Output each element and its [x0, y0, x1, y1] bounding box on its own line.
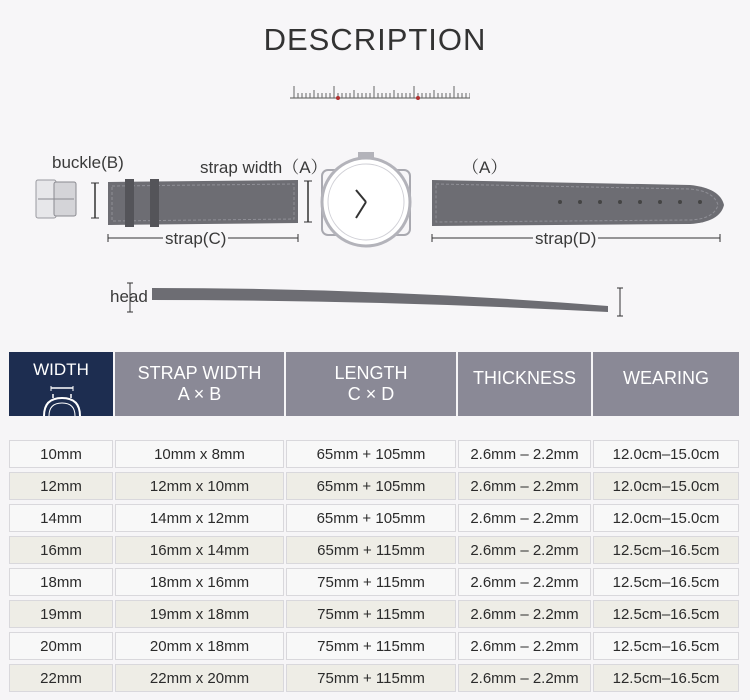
header-thickness-label: THICKNESS — [472, 368, 577, 388]
cell-width: 22mm — [9, 664, 113, 692]
watch-width-icon — [39, 386, 85, 416]
cell-wearing: 12.0cm–15.0cm — [593, 440, 739, 468]
cell-strap: 14mm x 12mm — [115, 504, 284, 532]
buckle-graphic — [36, 180, 99, 218]
header-strap-width — [115, 352, 284, 416]
header-length-label: LENGTH — [334, 363, 408, 383]
head-label: head — [110, 287, 148, 306]
table-row — [9, 472, 739, 500]
cell-width: 14mm — [9, 504, 113, 532]
strap-d-label: strap(D) — [535, 229, 597, 248]
watch-graphic — [322, 152, 410, 246]
cell-strap: 20mm x 18mm — [115, 632, 284, 660]
cell-wearing: 12.5cm–16.5cm — [593, 568, 739, 596]
header-wearing-label: WEARING — [622, 368, 709, 388]
header-strap-width-sub: A × B — [177, 384, 222, 404]
cell-strap: 22mm x 20mm — [115, 664, 284, 692]
cell-strap: 19mm x 18mm — [115, 600, 284, 628]
cell-wearing: 12.0cm–15.0cm — [593, 472, 739, 500]
header-strap-width-label: STRAP WIDTH — [137, 363, 262, 383]
cell-length: 65mm + 115mm — [286, 536, 456, 564]
cell-strap: 18mm x 16mm — [115, 568, 284, 596]
table-row — [9, 536, 739, 564]
table-row — [9, 568, 739, 596]
strap-width-label: strap width（A） — [200, 158, 328, 177]
cell-length: 65mm + 105mm — [286, 504, 456, 532]
header-length-sub: C × D — [347, 384, 395, 404]
cell-thickness: 2.6mm – 2.2mm — [458, 440, 591, 468]
cell-width: 16mm — [9, 536, 113, 564]
cell-thickness: 2.6mm – 2.2mm — [458, 504, 591, 532]
table-row — [9, 600, 739, 628]
cell-length: 65mm + 105mm — [286, 440, 456, 468]
cell-thickness: 2.6mm – 2.2mm — [458, 568, 591, 596]
header-length — [286, 352, 456, 416]
cell-wearing: 12.5cm–16.5cm — [593, 632, 739, 660]
cell-thickness: 2.6mm – 2.2mm — [458, 472, 591, 500]
cell-thickness: 2.6mm – 2.2mm — [458, 600, 591, 628]
cell-length: 75mm + 115mm — [286, 632, 456, 660]
strap-side-graphic — [127, 283, 623, 316]
cell-thickness: 2.6mm – 2.2mm — [458, 664, 591, 692]
cell-thickness: 2.6mm – 2.2mm — [458, 536, 591, 564]
table-row — [9, 440, 739, 468]
cell-length: 75mm + 115mm — [286, 568, 456, 596]
header-wearing — [593, 352, 739, 416]
a-label: （A） — [462, 158, 508, 177]
header-width — [9, 352, 113, 416]
cell-thickness: 2.6mm – 2.2mm — [458, 632, 591, 660]
cell-width: 20mm — [9, 632, 113, 660]
cell-width: 18mm — [9, 568, 113, 596]
cell-wearing: 12.5cm–16.5cm — [593, 536, 739, 564]
cell-length: 75mm + 115mm — [286, 664, 456, 692]
cell-wearing: 12.0cm–15.0cm — [593, 504, 739, 532]
cell-length: 75mm + 115mm — [286, 600, 456, 628]
cell-width: 19mm — [9, 600, 113, 628]
cell-width: 12mm — [9, 472, 113, 500]
table-row — [9, 664, 739, 692]
page-title: DESCRIPTION — [263, 22, 487, 57]
table-row — [9, 632, 739, 660]
cell-strap: 16mm x 14mm — [115, 536, 284, 564]
table-row — [9, 504, 739, 532]
cell-strap: 10mm x 8mm — [115, 440, 284, 468]
strap-c-label: strap(C) — [165, 229, 227, 248]
buckle-label: buckle(B) — [52, 153, 124, 172]
cell-strap: 12mm x 10mm — [115, 472, 284, 500]
cell-length: 65mm + 105mm — [286, 472, 456, 500]
header-width-label: WIDTH — [33, 360, 89, 379]
cell-wearing: 12.5cm–16.5cm — [593, 664, 739, 692]
cell-wearing: 12.5cm–16.5cm — [593, 600, 739, 628]
cell-width: 10mm — [9, 440, 113, 468]
header-thickness — [458, 352, 591, 416]
